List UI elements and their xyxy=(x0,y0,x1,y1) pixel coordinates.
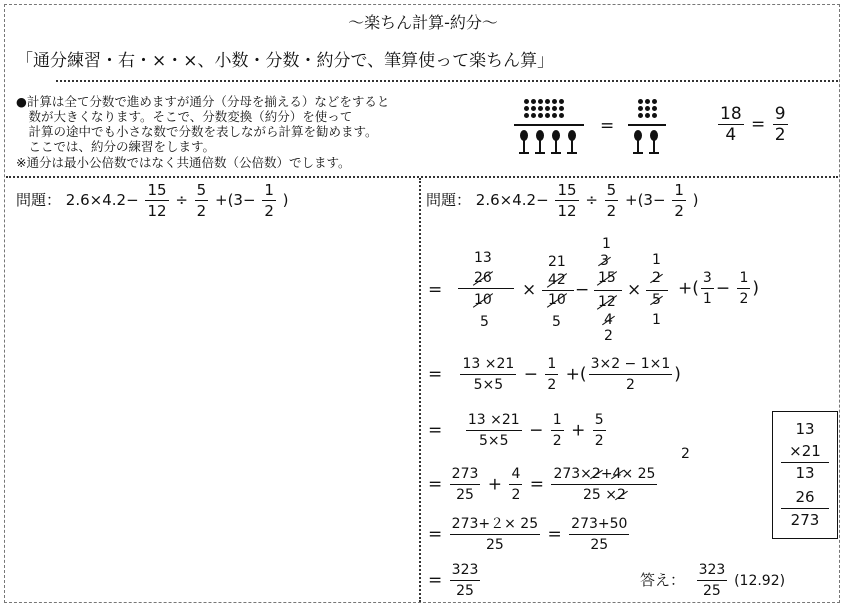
step-1-equals: = xyxy=(428,280,443,300)
step-6: = $\frac{323}{25}$ xyxy=(428,562,479,599)
side-calc-rule-2 xyxy=(781,508,829,509)
step-3: = $\frac{13 \times 21}{5\times 5}$ − $\frac{1}{2}$ + $\frac{5}{2}$ xyxy=(428,412,604,449)
step-1-paren-expr: +( $\frac{3}{1}$ − $\frac{1}{2}$ ) xyxy=(678,270,760,307)
divider-vertical xyxy=(419,178,421,602)
step-1-d-top: 1 xyxy=(652,252,661,268)
side-calculation-box xyxy=(772,411,838,539)
step-1-c-bot: 2 xyxy=(604,328,613,344)
step-1-a-bot: 5 xyxy=(480,314,489,330)
step-1-c-top2: 3 xyxy=(600,253,609,269)
step-1-times-2: × xyxy=(627,280,642,300)
side-calc-rule-1 xyxy=(781,462,829,463)
note-line-3: 計算の途中でも小さな数で分数を表しながら計算を勧めます。 xyxy=(16,124,378,139)
side-calc-line-5: 273 xyxy=(790,511,820,529)
page-title: ～楽ちん計算-約分～ xyxy=(348,13,498,32)
step-2: = $\frac{13 \times 21}{5\times 5}$ − $\frac{1}{2}$ +( $\frac{3\times 2 - 1\times 1}{2}$ ) xyxy=(428,356,681,393)
step-1-b-bot: 5 xyxy=(552,314,561,330)
problem-left: 問題： 2.6×4.2− $\frac{15}{12}$ ÷ $\frac{5}{2}$ +(3− $\frac{1}{2}$ ) xyxy=(16,181,289,220)
step-1-b-top: 21 xyxy=(548,254,566,270)
step-1-a-den: 10 xyxy=(474,292,492,308)
step-1-d-bar xyxy=(646,290,668,291)
side-calc-line-1: 13 xyxy=(795,420,815,438)
divider-top xyxy=(56,80,838,82)
step-1-a-top: 13 xyxy=(474,250,492,266)
step-1-c-num: 15 xyxy=(598,270,616,286)
step-1-c-den: 12 xyxy=(598,294,616,310)
step-4: = $\frac{273}{25}$ + $\frac{4}{2}$ = $\frac{273\times 2+4\times 25}{25 \times 2}$ xyxy=(428,466,656,503)
spoon-icon xyxy=(634,130,642,141)
step-1-d-den: 5 xyxy=(652,292,661,308)
answer: 答え： $\frac{323}{25}$ (12.92) xyxy=(640,562,786,599)
side-calc-line-2: ×21 xyxy=(789,442,821,460)
step-1-c-den2: 4 xyxy=(604,312,613,328)
step-1-a-num: 26 xyxy=(474,270,492,286)
spoon-icon xyxy=(568,130,576,141)
step-1-b-num: 42 xyxy=(548,272,566,288)
step-1-d-bot: 1 xyxy=(652,312,661,328)
spoon-icon xyxy=(520,130,528,141)
step-1-b-den: 10 xyxy=(548,292,566,308)
illus-bar-2 xyxy=(628,124,666,126)
spoon-icon xyxy=(536,130,544,141)
side-calc-line-3: 13 xyxy=(795,464,815,482)
note-line-2: 数が大きくなります。そこで、分数変換（約分）を使って xyxy=(16,109,353,124)
step-1-d-num: 2 xyxy=(652,270,661,286)
step-4-over-2: 2 xyxy=(681,446,690,462)
note-line-4: ここでは、約分の練習をします。 xyxy=(16,139,216,154)
divider-middle xyxy=(6,176,838,178)
illus-equals: = xyxy=(600,116,615,136)
step-1-b-bar xyxy=(542,290,574,291)
step-1-c-top1: 1 xyxy=(602,236,611,252)
illus-fraction-18-4: $\frac{18}{4}$ = $\frac{9}{2}$ xyxy=(720,104,786,145)
spoon-icon xyxy=(650,130,658,141)
side-calc-line-4: 26 xyxy=(795,488,815,506)
step-1-a-bar xyxy=(458,288,514,289)
illus-bar-1 xyxy=(514,124,584,126)
step-1-minus: − xyxy=(575,280,590,300)
page-subtitle: 「通分練習・右・×・×、小数・分数・約分で、筆算使って楽ちん算」 xyxy=(16,51,555,71)
note-line-1: ●計算は全て分数で進めますが通分（分母を揃える）などをすると xyxy=(16,94,390,109)
problem-right: 問題： 2.6×4.2− $\frac{15}{12}$ ÷ $\frac{5}{2}$ +(3− $\frac{1}{2}$ ) xyxy=(426,181,699,220)
step-1-c-bar xyxy=(594,290,622,291)
step-1-times: × xyxy=(522,280,537,300)
step-5: = $\frac{273+2\times 25}{25}$ = $\frac{273+50}{25}$ xyxy=(428,516,628,553)
spoon-icon xyxy=(552,130,560,141)
note-line-5: ※通分は最小公倍数ではなく共通倍数（公倍数）でします。 xyxy=(16,155,351,170)
